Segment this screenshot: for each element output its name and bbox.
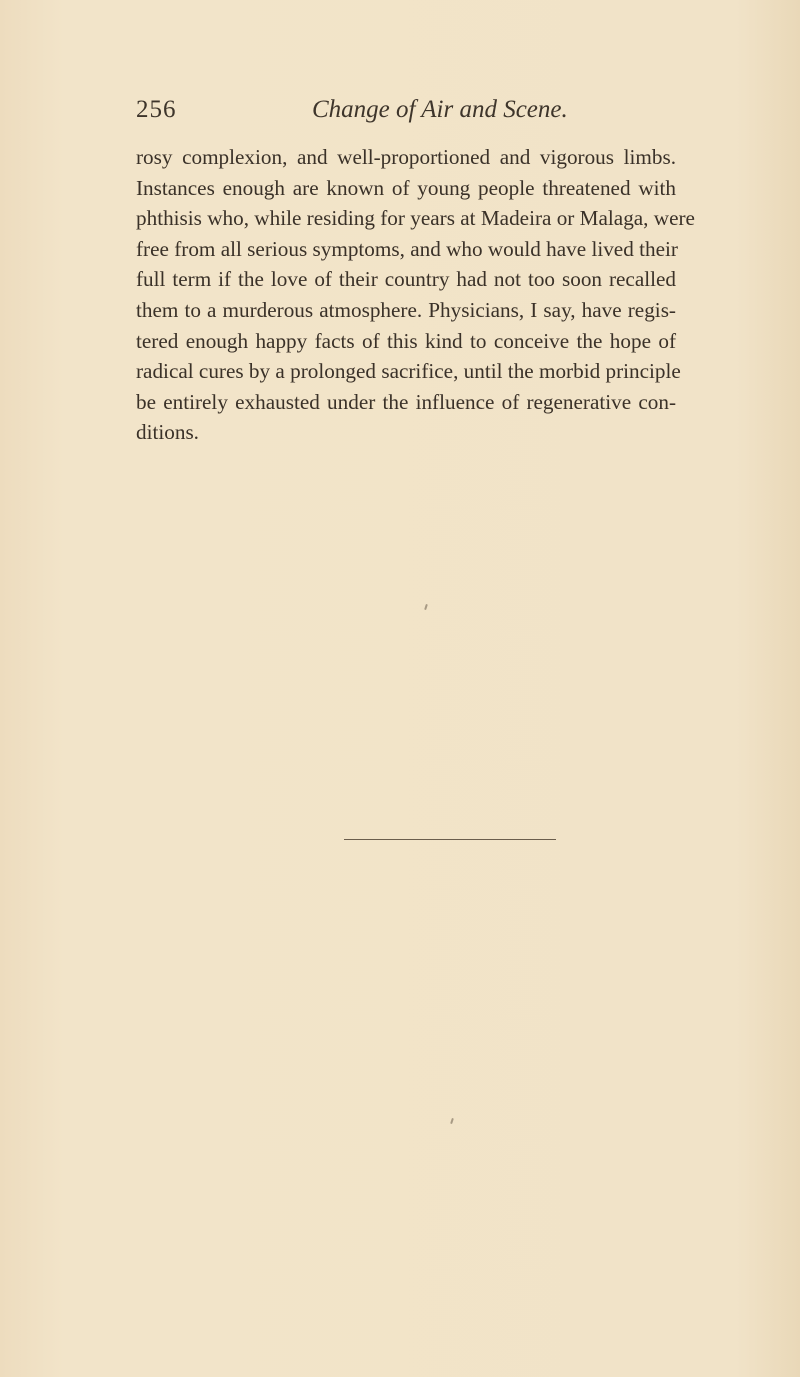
page-header	[136, 96, 676, 132]
text-line: Instances enough are known of young people threatened with	[136, 175, 676, 200]
text-line: free from all serious symptoms, and who would have lived their	[136, 236, 678, 261]
paper-speck	[450, 1118, 454, 1124]
text-line: them to a murderous atmosphere. Physicians, I say, have regis-	[136, 297, 676, 322]
text-line: ditions.	[136, 420, 199, 445]
text-line: be entirely exhausted under the influence of regenerative con-	[136, 389, 676, 414]
paper-speck	[424, 604, 428, 610]
page-number: 256	[136, 96, 177, 123]
running-title: Change of Air and Scene.	[312, 96, 568, 123]
body-paragraph	[136, 142, 695, 448]
text-line: full term if the love of their country had not too soon recalled	[136, 267, 676, 292]
text-line: phthisis who, while residing for years at Madeira or Malaga, were	[136, 206, 695, 231]
text-line: rosy complexion, and well-proportioned and vigorous limbs.	[136, 145, 676, 169]
text-line: tered enough happy facts of this kind to conceive the hope of	[136, 328, 676, 353]
text-line: radical cures by a prolonged sacrifice, until the morbid principle	[136, 359, 681, 384]
section-divider	[344, 839, 556, 840]
